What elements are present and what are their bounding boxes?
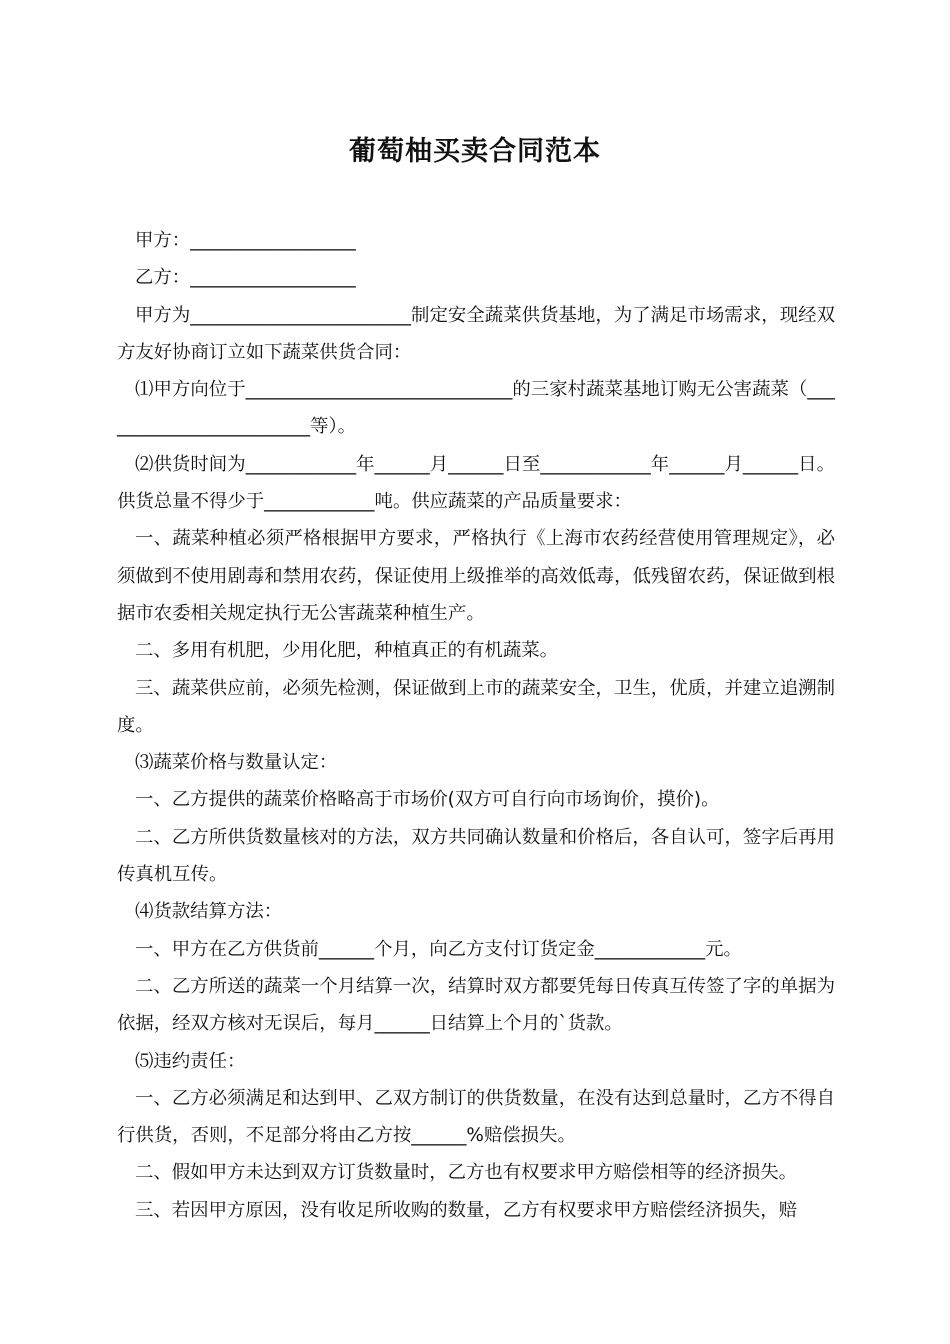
clause-1-paragraph: ⑴甲方向位于_____________________________的三家村蔬菜基地订购无公害蔬菜（________________________等）。 (117, 379, 835, 438)
clause-3-heading: ⑶蔬菜价格与数量认定： (135, 752, 338, 774)
quality-item-1: 一、蔬菜种植必须严格根据甲方要求，严格执行《上海市农药经营使用管理规定》，必须做到不使用剧毒和禁用农药，保证使用上级推举的高效低毒，低残留农药，保证做到根据市农委相关规定执行无公害蔬菜种植生产。 (117, 528, 835, 624)
payment-item-1: 一、甲方在乙方供货前______个月，向乙方支付订货定金____________元。 (135, 938, 742, 960)
clause-5-heading: ⑸违约责任： (135, 1050, 246, 1072)
liability-item-2: 二、假如甲方未达到双方订货数量时，乙方也有权要求甲方赔偿相等的经济损失。 (135, 1162, 798, 1184)
clause-2-paragraph: ⑵供货时间为____________年______月______日至____________年______月______日。供货总量不得少于____________吨。供应蔬菜的产品质量要求： (117, 453, 835, 513)
document-body (117, 222, 835, 1229)
liability-item-3: 三、若因甲方原因，没有收足所收购的数量，乙方有权要求甲方赔偿经济损失，赔 (135, 1199, 798, 1221)
price-item-1: 一、乙方提供的蔬菜价格略高于市场价(双方可自行向市场询价，摸价)。 (135, 789, 720, 811)
party-a-line: 甲方：__________________ (135, 230, 356, 251)
clause-4-heading: ⑷货款结算方法： (135, 901, 283, 923)
quality-item-3: 三、蔬菜供应前，必须先检测，保证做到上市的蔬菜安全，卫生，优质，并建立追溯制度。 (117, 677, 835, 736)
document-title: 葡萄柚买卖合同范本 (349, 136, 601, 167)
preamble-paragraph: 甲方为________________________制定安全蔬菜供货基地，为了满足市场需求，现经双方友好协商订立如下蔬菜供货合同： (117, 304, 835, 363)
party-b-line: 乙方：__________________ (135, 267, 356, 289)
quality-item-2: 二、多用有机肥，少用化肥，种植真正的有机蔬菜。 (135, 640, 558, 662)
price-item-2: 二、乙方所供货数量核对的方法，双方共同确认数量和价格后，各自认可，签字后再用传真机互传。 (117, 826, 835, 886)
payment-item-2: 二、乙方所送的蔬菜一个月结算一次，结算时双方都要凭每日传真互传签了字的单据为依据，经双方核对无误后，每月______日结算上个月的`货款。 (117, 975, 835, 1035)
liability-item-1: 一、乙方必须满足和达到甲、乙双方制订的供货数量，在没有达到总量时，乙方不得自行供货，否则，不足部分将由乙方按______%赔偿损失。 (117, 1087, 835, 1147)
